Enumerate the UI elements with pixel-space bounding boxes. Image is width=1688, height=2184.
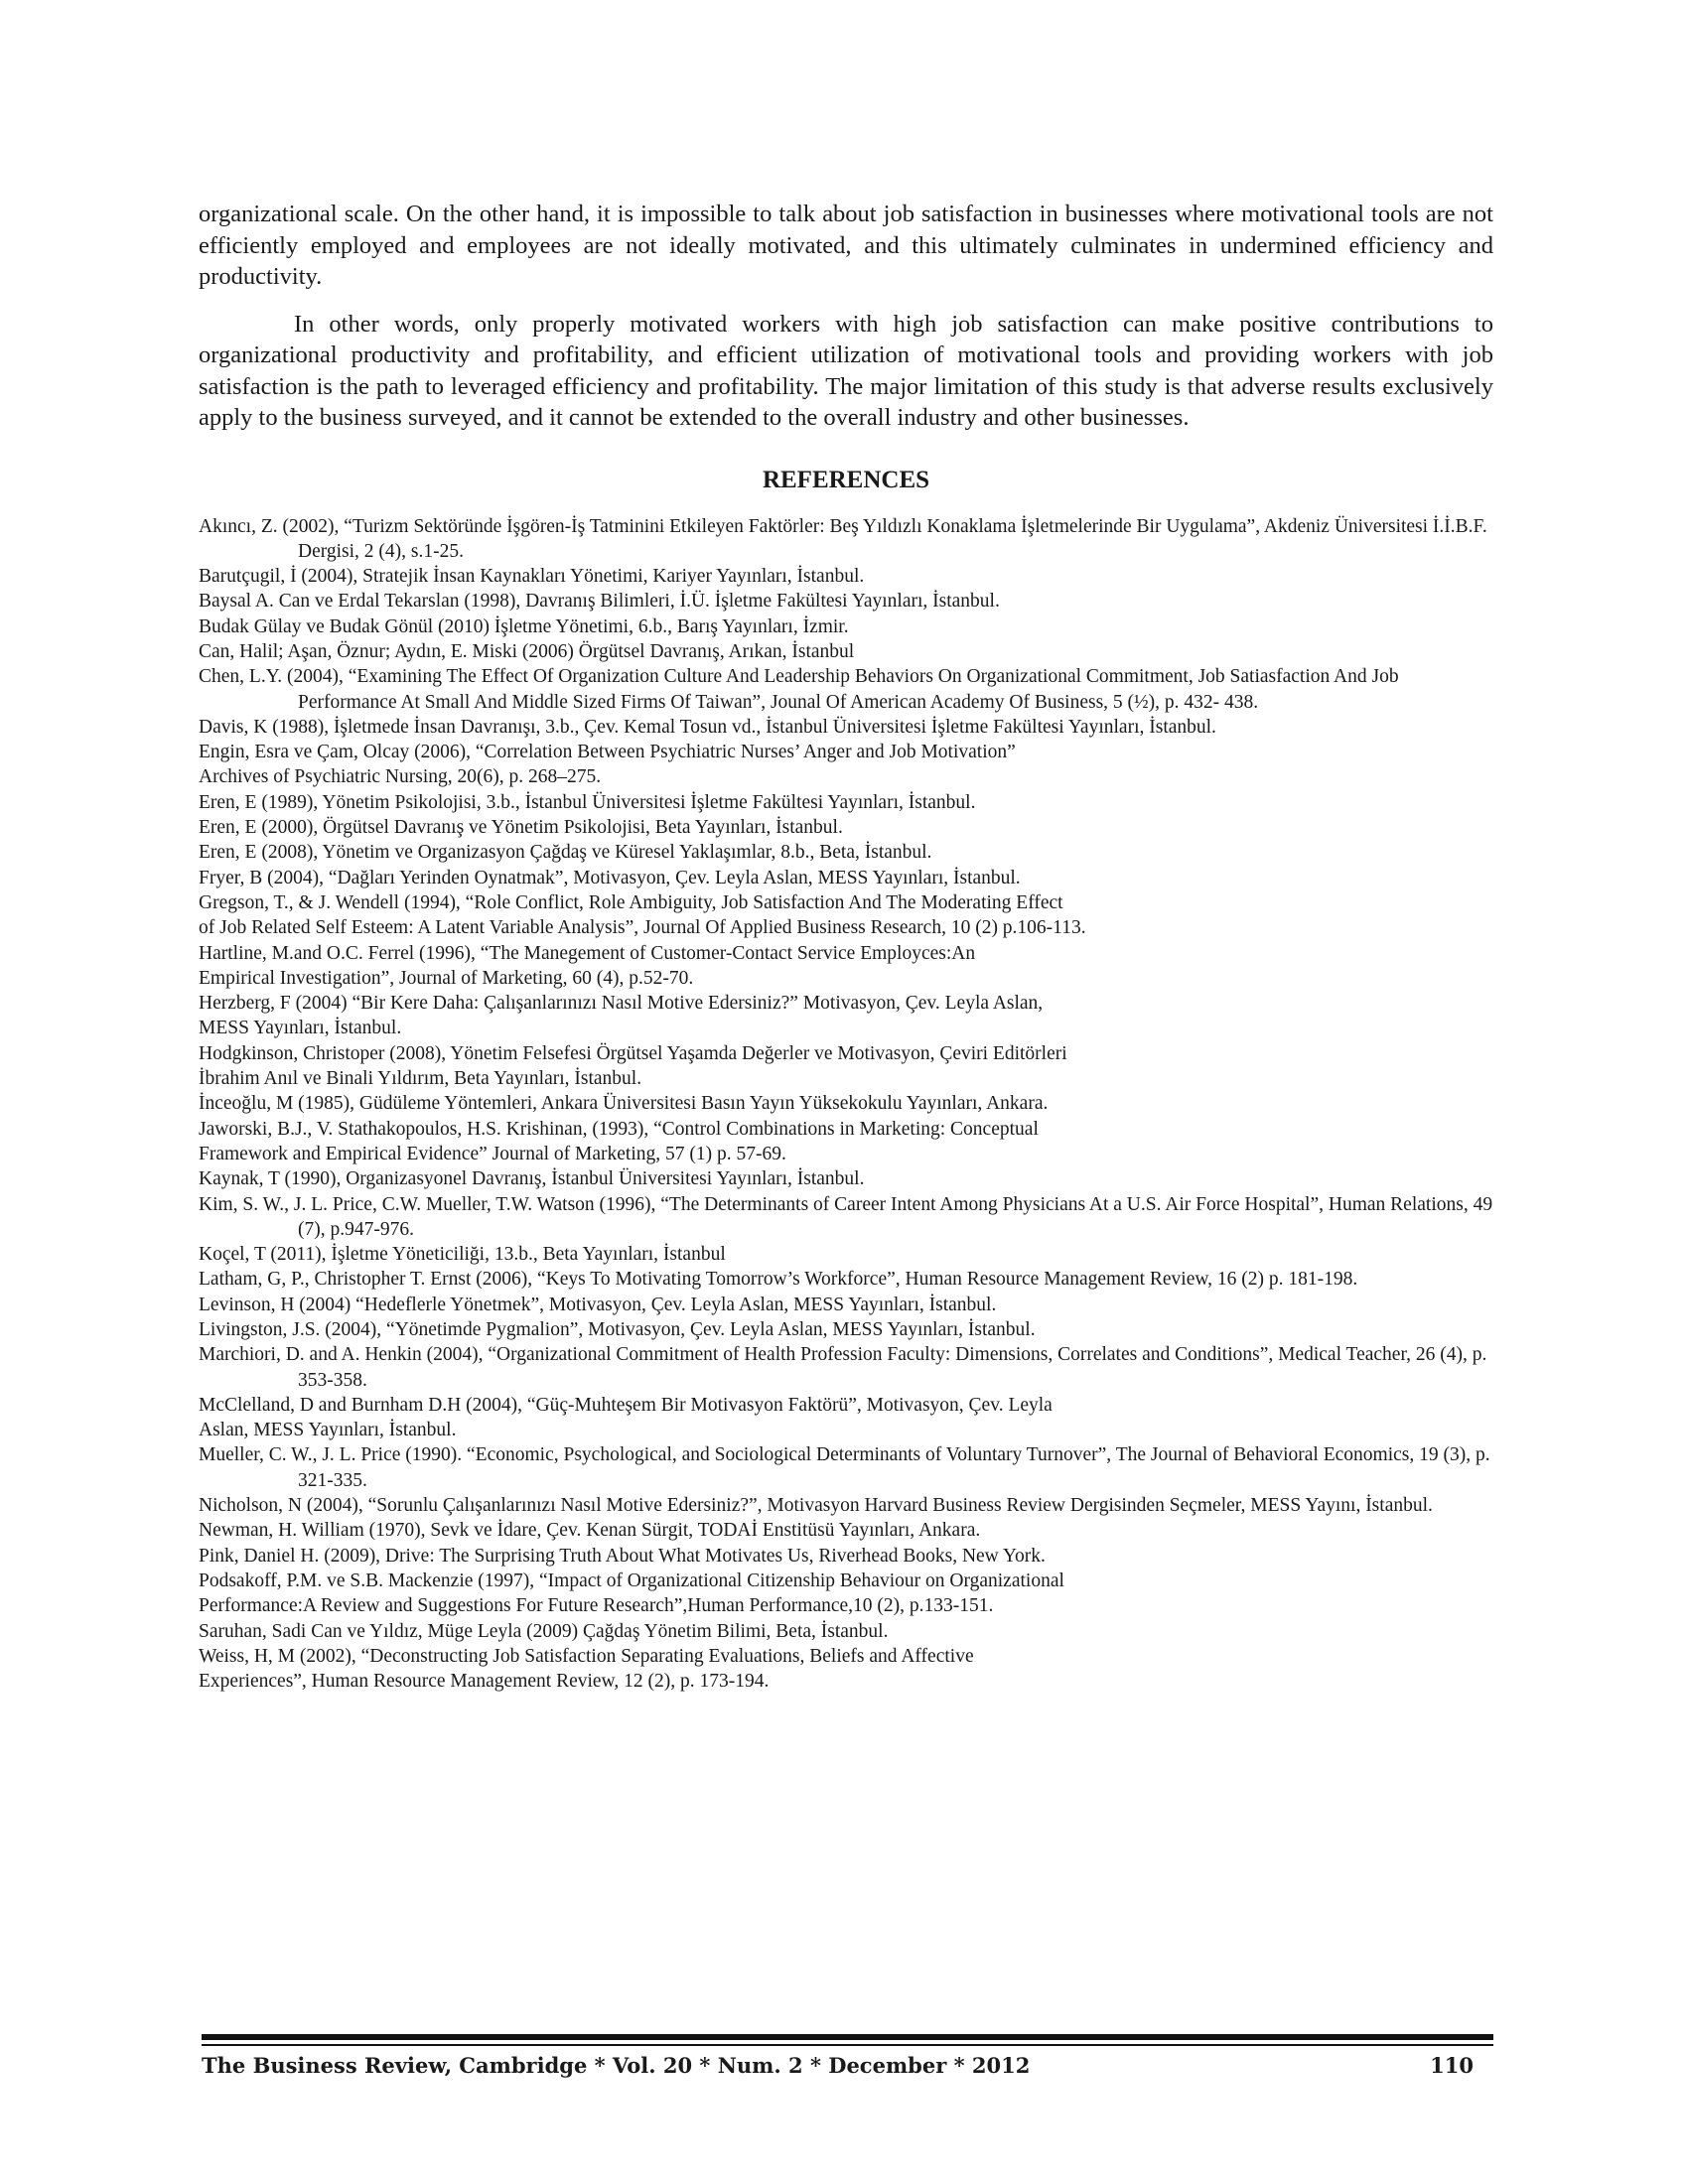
reference-item: Akıncı, Z. (2002), “Turizm Sektöründe İşgören-İş Tatminini Etkileyen Faktörler: Beş Yıldızlı Konaklama İşletmelerinde Bir Uygulama”, Akdeniz Üniversitesi İ.İ.B.F. Dergisi, 2 (4), s.1-25. [199,515,1487,562]
reference-item: Gregson, T., & J. Wendell (1994), “Role Conflict, Role Ambiguity, Job Satisfaction And The Moderating Effect [199,891,1063,913]
reference-item: Latham, G, P., Christopher T. Ernst (2006), “Keys To Motivating Tomorrow’s Workforce”, Human Resource Management Review, 16 (2) p. 181-198. [199,1269,1358,1291]
reference-item: Nicholson, N (2004), “Sorunlu Çalışanlarınızı Nasıl Motive Edersiniz?”, Motivasyon Harvard Business Review Dergisinden Seçmeler, MESS Yayını, İstanbul. [199,1495,1433,1517]
reference-item: Weiss, H, M (2002), “Deconstructing Job Satisfaction Separating Evaluations, Beliefs and Affective [199,1645,974,1667]
reference-item: Mueller, C. W., J. L. Price (1990). “Economic, Psychological, and Sociological Determinants of Voluntary Turnover”, The Journal of Behavioral Economics, 19 (3), p. 321-335. [199,1444,1490,1491]
reference-item: of Job Related Self Esteem: A Latent Variable Analysis”, Journal Of Applied Business Research, 10 (2) p.106-113. [199,917,1086,939]
journal-citation: The Business Review, Cambridge * Vol. 20 * Num. 2 * December * 2012 [202,2053,1031,2078]
reference-list [199,514,1493,1695]
reference-item: Eren, E (1989), Yönetim Psikolojisi, 3.b., İstanbul Üniversitesi İşletme Fakültesi Yayınları, İstanbul. [199,791,976,813]
page-number: 110 [1430,2053,1474,2078]
reference-item: Barutçugil, İ (2004), Stratejik İnsan Kaynakları Yönetimi, Kariyer Yayınları, İstanbul. [199,566,865,588]
footer-rule [202,2034,1493,2040]
reference-item: Herzberg, F (2004) “Bir Kere Daha: Çalışanlarınızı Nasıl Motive Edersiniz?” Motivasyon, Çev. Leyla Aslan, [199,993,1044,1015]
reference-item: Podsakoff, P.M. ve S.B. Mackenzie (1997), “Impact of Organizational Citizenship Behaviour on Organizational [199,1570,1064,1591]
reference-item: Pink, Daniel H. (2009), Drive: The Surprising Truth About What Motivates Us, Riverhead Books, New York. [199,1545,1046,1567]
reference-item: Aslan, MESS Yayınları, İstanbul. [199,1420,457,1441]
reference-item: Kaynak, T (1990), Organizasyonel Davranış, İstanbul Üniversitesi Yayınları, İstanbul. [199,1168,865,1190]
reference-item: Chen, L.Y. (2004), “Examining The Effect Of Organization Culture And Leadership Behaviors On Organizational Commitment, Job Satiasfaction And Job Performance At Small And Middle Sized Firms Of Taiwan”, Jounal Of American Academy Of Business, 5 (½), p. 432- 438. [199,666,1399,713]
reference-item: İbrahim Anıl ve Binali Yıldırım, Beta Yayınları, İstanbul. [199,1068,642,1090]
reference-item: Fryer, B (2004), “Dağları Yerinden Oynatmak”, Motivasyon, Çev. Leyla Aslan, MESS Yayınları, İstanbul. [199,867,1021,888]
reference-item: Empirical Investigation”, Journal of Marketing, 60 (4), p.52-70. [199,967,694,989]
page-footer [202,2053,1493,2078]
reference-item: Performance:A Review and Suggestions For Future Research”,Human Performance,10 (2), p.133-151. [199,1595,994,1617]
reference-item: Experiences”, Human Resource Management Review, 12 (2), p. 173-194. [199,1671,770,1693]
reference-item: Framework and Empirical Evidence” Journal of Marketing, 57 (1) p. 57-69. [199,1143,786,1164]
reference-item: McClelland, D and Burnham D.H (2004), “Güç-Muhteşem Bir Motivasyon Faktörü”, Motivasyon, Çev. Leyla [199,1394,1053,1416]
reference-item: Koçel, T (2011), İşletme Yöneticiliği, 13.b., Beta Yayınları, İstanbul [199,1244,726,1266]
reference-item: Engin, Esra ve Çam, Olcay (2006), “Correlation Between Psychiatric Nurses’ Anger and Job Motivation” [199,742,1016,763]
reference-item: Hodgkinson, Christoper (2008), Yönetim Felsefesi Örgütsel Yaşamda Değerler ve Motivasyon, Çeviri Editörleri [199,1042,1067,1064]
reference-item: Kim, S. W., J. L. Price, C.W. Mueller, T.W. Watson (1996), “The Determinants of Career Intent Among Physicians At a U.S. Air Force Hospital”, Human Relations, 49 (7), p.947-976. [199,1193,1493,1240]
footer-rule [202,2044,1493,2046]
body-paragraph: In other words, only properly motivated workers with high job satisfaction can make positive contributions to organizational productivity and profitability, and efficient utilization of motivational tools and providing workers with job satisfaction is the path to leveraged efficiency and profitability. The major limitation of this study is that adverse results exclusively apply to the business surveyed, and it cannot be extended to the overall industry and other businesses. [199,310,1493,431]
reference-item: Can, Halil; Aşan, Öznur; Aydın, E. Miski (2006) Örgütsel Davranış, Arıkan, İstanbul [199,640,855,662]
reference-item: Davis, K (1988), İşletmede İnsan Davranışı, 3.b., Çev. Kemal Tosun vd., İstanbul Üniversitesi İşletme Fakültesi Yayınları, İstanbul. [199,716,1216,738]
reference-item: Saruhan, Sadi Can ve Yıldız, Müge Leyla (2009) Çağdaş Yönetim Bilimi, Beta, İstanbul. [199,1620,889,1642]
reference-item: Budak Gülay ve Budak Gönül (2010) İşletme Yönetimi, 6.b., Barış Yayınları, İzmir. [199,615,849,637]
reference-item: MESS Yayınları, İstanbul. [199,1018,402,1039]
reference-item: Baysal A. Can ve Erdal Tekarslan (1998), Davranış Bilimleri, İ.Ü. İşletme Fakültesi Yayınları, İstanbul. [199,591,1000,613]
reference-item: Jaworski, B.J., V. Stathakopoulos, H.S. Krishinan, (1993), “Control Combinations in Marketing: Conceptual [199,1118,1039,1140]
reference-item: İnceoğlu, M (1985), Güdüleme Yöntemleri, Ankara Üniversitesi Basın Yayın Yüksekokulu Yayınları, Ankara. [199,1093,1049,1115]
reference-item: Marchiori, D. and A. Henkin (2004), “Organizational Commitment of Health Profession Faculty: Dimensions, Correlates and Conditions”, Medical Teacher, 26 (4), p. 353-358. [199,1344,1487,1391]
body-paragraph: organizational scale. On the other hand, it is impossible to talk about job satisfaction in businesses where motivational tools are not efficiently employed and employees are not ideally motivated, and this ultimately culminates in undermined efficiency and productivity. [199,201,1493,290]
reference-item: Levinson, H (2004) “Hedeflerle Yönetmek”, Motivasyon, Çev. Leyla Aslan, MESS Yayınları, İstanbul. [199,1294,997,1315]
reference-item: Eren, E (2000), Örgütsel Davranış ve Yönetim Psikolojisi, Beta Yayınları, İstanbul. [199,817,843,839]
references-heading: REFERENCES [762,466,930,493]
reference-item: Archives of Psychiatric Nursing, 20(6), p. 268–275. [199,766,602,788]
reference-item: Livingston, J.S. (2004), “Yönetimde Pygmalion”, Motivasyon, Çev. Leyla Aslan, MESS Yayınları, İstanbul. [199,1319,1036,1340]
reference-item: Eren, E (2008), Yönetim ve Organizasyon Çağdaş ve Küresel Yaklaşımlar, 8.b., Beta, İstanbul. [199,842,932,864]
reference-item: Newman, H. William (1970), Sevk ve İdare, Çev. Kenan Sürgit, TODAİ Enstitüsü Yayınları, Ankara. [199,1520,981,1542]
page-content [199,199,1493,1694]
reference-item: Hartline, M.and O.C. Ferrel (1996), “The Manegement of Customer-Contact Service Employces:An [199,942,976,964]
